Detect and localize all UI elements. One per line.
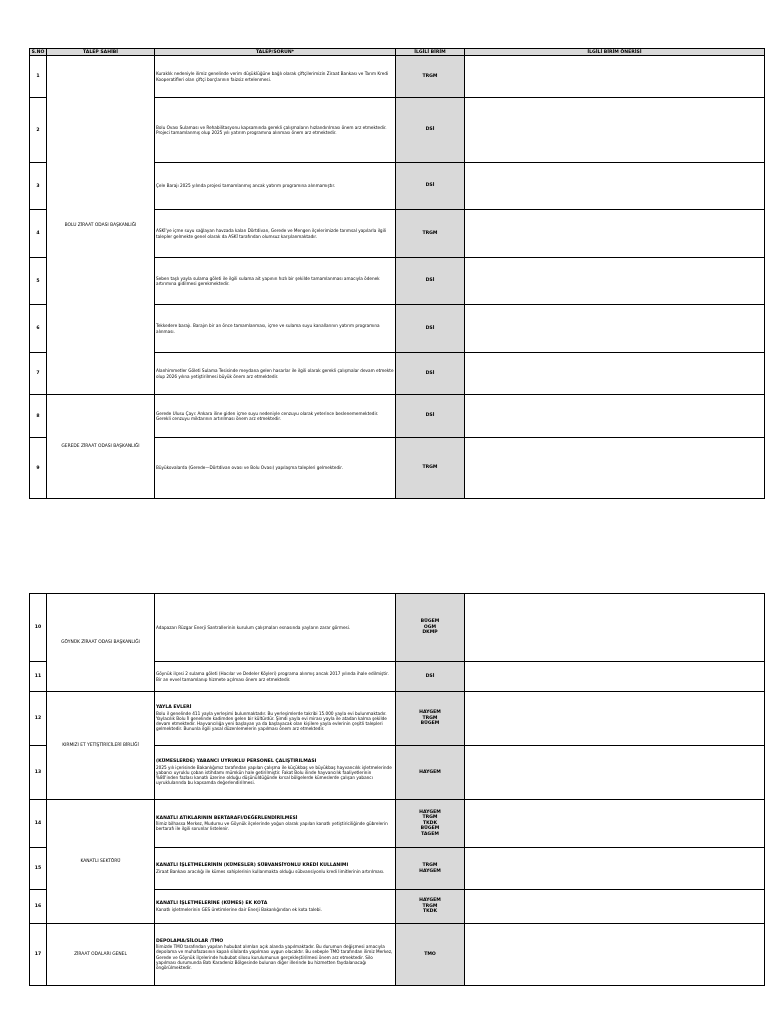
- unit-cell: [396, 163, 465, 210]
- unit-cell: [396, 594, 465, 662]
- row-number: 4: [30, 210, 47, 258]
- issue-cell: [155, 746, 396, 800]
- unit-name: DSİ: [425, 370, 435, 376]
- requests-table-1: [29, 48, 765, 499]
- unit-name: TRGM: [422, 815, 438, 821]
- unit-name: DSİ: [425, 325, 435, 331]
- suggestion-cell: [465, 848, 765, 890]
- requester-cell: KANATLI SEKTÖRÜ: [47, 800, 155, 924]
- issue-cell: [155, 800, 396, 848]
- header-no: S.NO: [30, 49, 47, 56]
- issue-text: Ziraat Bankası aracılığı ile kümes sahiplerinin kullanmakta olduğu sübvansiyonlu kredi limitlerinin artırılması.: [156, 868, 385, 874]
- suggestion-cell: [465, 692, 765, 746]
- issue-cell: [155, 56, 396, 98]
- unit-name: TRGM: [422, 863, 438, 869]
- row-number: 15: [30, 848, 47, 890]
- issue-cell: [155, 98, 396, 163]
- row-number: 12: [30, 692, 47, 746]
- issue-title: YAYLA EVLERİ: [156, 705, 192, 711]
- table-row: [30, 800, 765, 848]
- unit-name: TRGM: [422, 903, 438, 909]
- unit-cell: [396, 305, 465, 353]
- issue-cell: [155, 848, 396, 890]
- issue-text: Adapazarı Rüzgar Enerji Santrallerinin kurulum çalışmaları esnasında yayların zarar görmesi.: [156, 624, 351, 630]
- unit-name: HAYGEM: [419, 769, 441, 775]
- row-number: 2: [30, 98, 47, 163]
- requester-cell: GEREDE ZİRAAT ODASI BAŞKANLIĞI: [47, 395, 155, 499]
- issue-text: Bolu il genelinde 411 yayla yerleşimi bulunmaktadır. Bu yerleşimlerde takribi 15.000 yayla evi bulunmaktadır. Yaylacılık Bolu İl genelinde kadimden gelen bir kültürdür. Şimdi yayla evi mirası yayla ile atadan kalma şekilde devam etmektedir. Hayvancılığa yeni başlayan ya da başlayacak olan kişilere yayla evlerinin çeşitli talepleri gelmektedir. Bununla ilgili yasal düzenlemelerin yapılması önem arz etmektedir.: [156, 710, 387, 732]
- issue-cell: [155, 594, 396, 662]
- unit-cell: [396, 395, 465, 438]
- row-number: 9: [30, 438, 47, 499]
- row-number: 6: [30, 305, 47, 353]
- suggestion-cell: [465, 305, 765, 353]
- issue-text: Çele Barajı 2025 yılında projesi tamamlanmış ancak yatırım programına alınmamıştır.: [156, 183, 336, 189]
- issue-text: Alanhimmetler Göleti Sulama Tesisinde meydana gelen hasarlar ile ilgili olarak gerekli çalışmalar devam etmekte olup 2026 yılına yetiştirilmesi büyük önem arz etmektedir.: [156, 368, 394, 379]
- unit-name: TRGM: [422, 465, 438, 471]
- issue-text: Gerede Ulusu Çayı: Ankara iline giden içme suyu nedeniyle cenzuyu olarak yeterince beslenememektedir. Gerekli cenzuyu miktarının artırılması önem arz etmektedir.: [156, 410, 379, 421]
- suggestion-cell: [465, 56, 765, 98]
- issue-cell: [155, 438, 396, 499]
- unit-name: DSİ: [425, 278, 435, 284]
- unit-name: HAYGEM: [419, 710, 441, 716]
- header-row: [30, 49, 765, 56]
- unit-name: TRGM: [422, 230, 438, 236]
- issue-cell: [155, 305, 396, 353]
- unit-name: HAYGEM: [419, 868, 441, 874]
- issue-cell: [155, 395, 396, 438]
- header-unit: İLGİLİ BİRİM: [396, 49, 465, 56]
- header-suggestion: İLGİLİ BİRİM ÖNERİSİ: [465, 49, 765, 56]
- table-row: [30, 692, 765, 746]
- unit-name: DSİ: [425, 413, 435, 419]
- row-number: 1: [30, 56, 47, 98]
- unit-cell: [396, 800, 465, 848]
- unit-name: DKMP: [422, 630, 438, 636]
- issue-text: ASKİ'ye içme suyu sağlayan havzada kalan Dörtdivan, Gerede ve Mengen ilçelerimizde tarımsal yapılarla ilgili talepler gelmekte genel olarak da ASKİ tarafından olumsuz karşılanmaktadır.: [156, 228, 387, 239]
- table-row: [30, 924, 765, 986]
- row-number: 17: [30, 924, 47, 986]
- issue-text: Seben taşlı yayla sulama göleti ile ilgili sulama ait yapının hızlı bir şekilde tamamlanması amacıyla ödenek artırımına gidilmesi gerekmektedir.: [156, 275, 380, 286]
- issue-text: 2025 yılı içerisinde Bakanlığımız tarafından yapılan çalışma ile küçükbaş ve büyükbaş hayvancılık işletmelerinde yabancı uyruklu çoban istihdamı mümkün hale getirilmiştir. Fakat Bolu ilinde hayvancılık faaliyetlerinin %80'inden fazlası kanatlı üzerine olduğu düşünüldüğünde kırsal bölgelerde kümeslerde çalışan yabancı uyruklularında bu kapsamda değerlendirilmesi.: [156, 764, 392, 786]
- issue-text: Kuraklık nedeniyle ilimiz genelinde verim düşüklüğüne bağlı olarak çiftçilerimizin Ziraat Bankası ve Tarım Kredi Kooperatifleri olan çiftçi borçlarının faizsiz ertelenmesi.: [156, 71, 389, 82]
- unit-name: DSİ: [425, 183, 435, 189]
- suggestion-cell: [465, 438, 765, 499]
- suggestion-cell: [465, 890, 765, 924]
- issue-text: Büyükovalarda (Gerede—Dörtdivan ovası ve Bolu Ovası) yapılaşma talepleri gelmektedir.: [156, 465, 343, 471]
- issue-text: Göynük ilçesi 2 sulama göleti (Hacılar ve Dedeler Köyleri) programa alınmış ancak 2017 yılında ihale edilmiştir. Bir an evvel tamamlanıp hizmete açılması önem arz etmektedir.: [156, 671, 389, 682]
- unit-cell: [396, 56, 465, 98]
- unit-name: TKDK: [422, 820, 438, 826]
- suggestion-cell: [465, 662, 765, 692]
- issue-title: KANATLI İŞLETMELERİNE (KÜMES) EK KOTA: [156, 901, 268, 907]
- unit-name: DSİ: [425, 127, 435, 133]
- row-number: 13: [30, 746, 47, 800]
- unit-name: TRGM: [422, 73, 438, 79]
- issue-cell: [155, 924, 396, 986]
- issue-cell: [155, 353, 396, 395]
- unit-name: BÜGEM: [420, 826, 440, 832]
- unit-name: TAGEM: [421, 831, 439, 837]
- unit-cell: [396, 258, 465, 305]
- unit-cell: [396, 662, 465, 692]
- issue-title: KANATLI İŞLETMELERİNİN (KÜMESLER) SÜBVANSİYONLU KREDİ KULLANIMI: [156, 863, 349, 869]
- requester-cell: KIRMIZI ET YETİŞTİRİCİLERİ BİRLİĞİ: [47, 692, 155, 800]
- issue-cell: [155, 163, 396, 210]
- unit-name: HAYGEM: [419, 898, 441, 904]
- suggestion-cell: [465, 395, 765, 438]
- suggestion-cell: [465, 353, 765, 395]
- unit-name: TRGM: [422, 715, 438, 721]
- issue-cell: [155, 692, 396, 746]
- issue-cell: [155, 258, 396, 305]
- table-row: [30, 594, 765, 662]
- table-row: [30, 395, 765, 438]
- suggestion-cell: [465, 746, 765, 800]
- row-number: 14: [30, 800, 47, 848]
- unit-name: TMO: [424, 951, 436, 957]
- issue-text: İlimiz bilhassa Merkez, Mudurnu ve Göynük ilçelerinde yoğun olarak yapılan kanatlı yetiştiriciliğinde gübrelerin bertarafı ile ilgili sorunlar listelenir.: [156, 820, 388, 832]
- header-requester: TALEP SAHİBİ: [47, 49, 155, 56]
- row-number: 7: [30, 353, 47, 395]
- unit-name: OGM: [423, 624, 437, 630]
- unit-cell: [396, 98, 465, 163]
- issue-cell: [155, 890, 396, 924]
- suggestion-cell: [465, 163, 765, 210]
- unit-cell: [396, 890, 465, 924]
- suggestion-cell: [465, 98, 765, 163]
- row-number: 10: [30, 594, 47, 662]
- issue-title: DEPOLAMA/SİLOLAR /TMO: [156, 938, 224, 944]
- unit-name: BÜGEM: [420, 619, 440, 625]
- issue-cell: [155, 662, 396, 692]
- header-issue: TALEP/SORUN*: [155, 49, 396, 56]
- issue-title: (KÜMESLERDE) YABANCI UYRUKLU PERSONEL ÇALIŞTIRILMASI: [156, 759, 317, 765]
- suggestion-cell: [465, 924, 765, 986]
- unit-cell: [396, 746, 465, 800]
- row-number: 5: [30, 258, 47, 305]
- issue-text: Tekkedere barajı. Barajın bir an önce tamamlanması, içme ve sulama suyu kanallarının yatırım programına alınması.: [156, 323, 380, 334]
- requester-cell: BOLU ZİRAAT ODASI BAŞKANLIĞI: [47, 56, 155, 395]
- suggestion-cell: [465, 594, 765, 662]
- row-number: 8: [30, 395, 47, 438]
- unit-name: BÜGEM: [420, 721, 440, 727]
- row-number: 3: [30, 163, 47, 210]
- unit-cell: [396, 353, 465, 395]
- unit-name: TKDK: [422, 909, 438, 915]
- table-row: [30, 56, 765, 98]
- unit-cell: [396, 924, 465, 986]
- suggestion-cell: [465, 800, 765, 848]
- issue-title: KANATLI ATIKLARININ BERTARAFI/DEĞERLENDİRİLMESİ: [156, 815, 298, 821]
- issue-text: Kanatlı işletmelerinin GES üretimlerine dair Enerji Bakanlığından ek kota talebi.: [156, 906, 322, 912]
- suggestion-cell: [465, 210, 765, 258]
- requests-table-2: [29, 593, 765, 986]
- requester-cell: ZİRAAT ODALARI GENEL: [47, 924, 155, 986]
- row-number: 11: [30, 662, 47, 692]
- requester-cell: GÖYNÜK ZİRAAT ODASI BAŞKANLIĞI: [47, 594, 155, 692]
- unit-cell: [396, 848, 465, 890]
- unit-cell: [396, 692, 465, 746]
- issue-cell: [155, 210, 396, 258]
- suggestion-cell: [465, 258, 765, 305]
- unit-name: DSİ: [425, 673, 435, 679]
- row-number: 16: [30, 890, 47, 924]
- issue-text: Bolu Ovası Sulaması ve Rehabilitasyonu kapsamında gerekli çalışmaların hızlandırılması önem arz etmektedir. Projeci tamamlanmış olup 2025 yılı yatırım programına alınması önem arz etmektedir.: [156, 124, 387, 135]
- unit-name: HAYGEM: [419, 809, 441, 815]
- issue-text: İlimizde TMO tarafından yapılan hububat alımları açık alanda yapılmaktadır. Bu durumun değişmesi amacıyla depolama ve muhafazasının kapalı silolarda yapılması uygun olacaktır. Bu sebeple TMO tarafından ilimiz Merkez, Gerede ve Göynük ilçelerinde hububat silosu kurulumunun gerçekleştirilmesi önem arz etmektedir. Silo yapılması durumunda Batı Karadeniz Bölgesinde bulunan diğer illerinde bu hizmetten faydalanacağı öngörülmektedir.: [156, 944, 393, 970]
- unit-cell: [396, 210, 465, 258]
- unit-cell: [396, 438, 465, 499]
